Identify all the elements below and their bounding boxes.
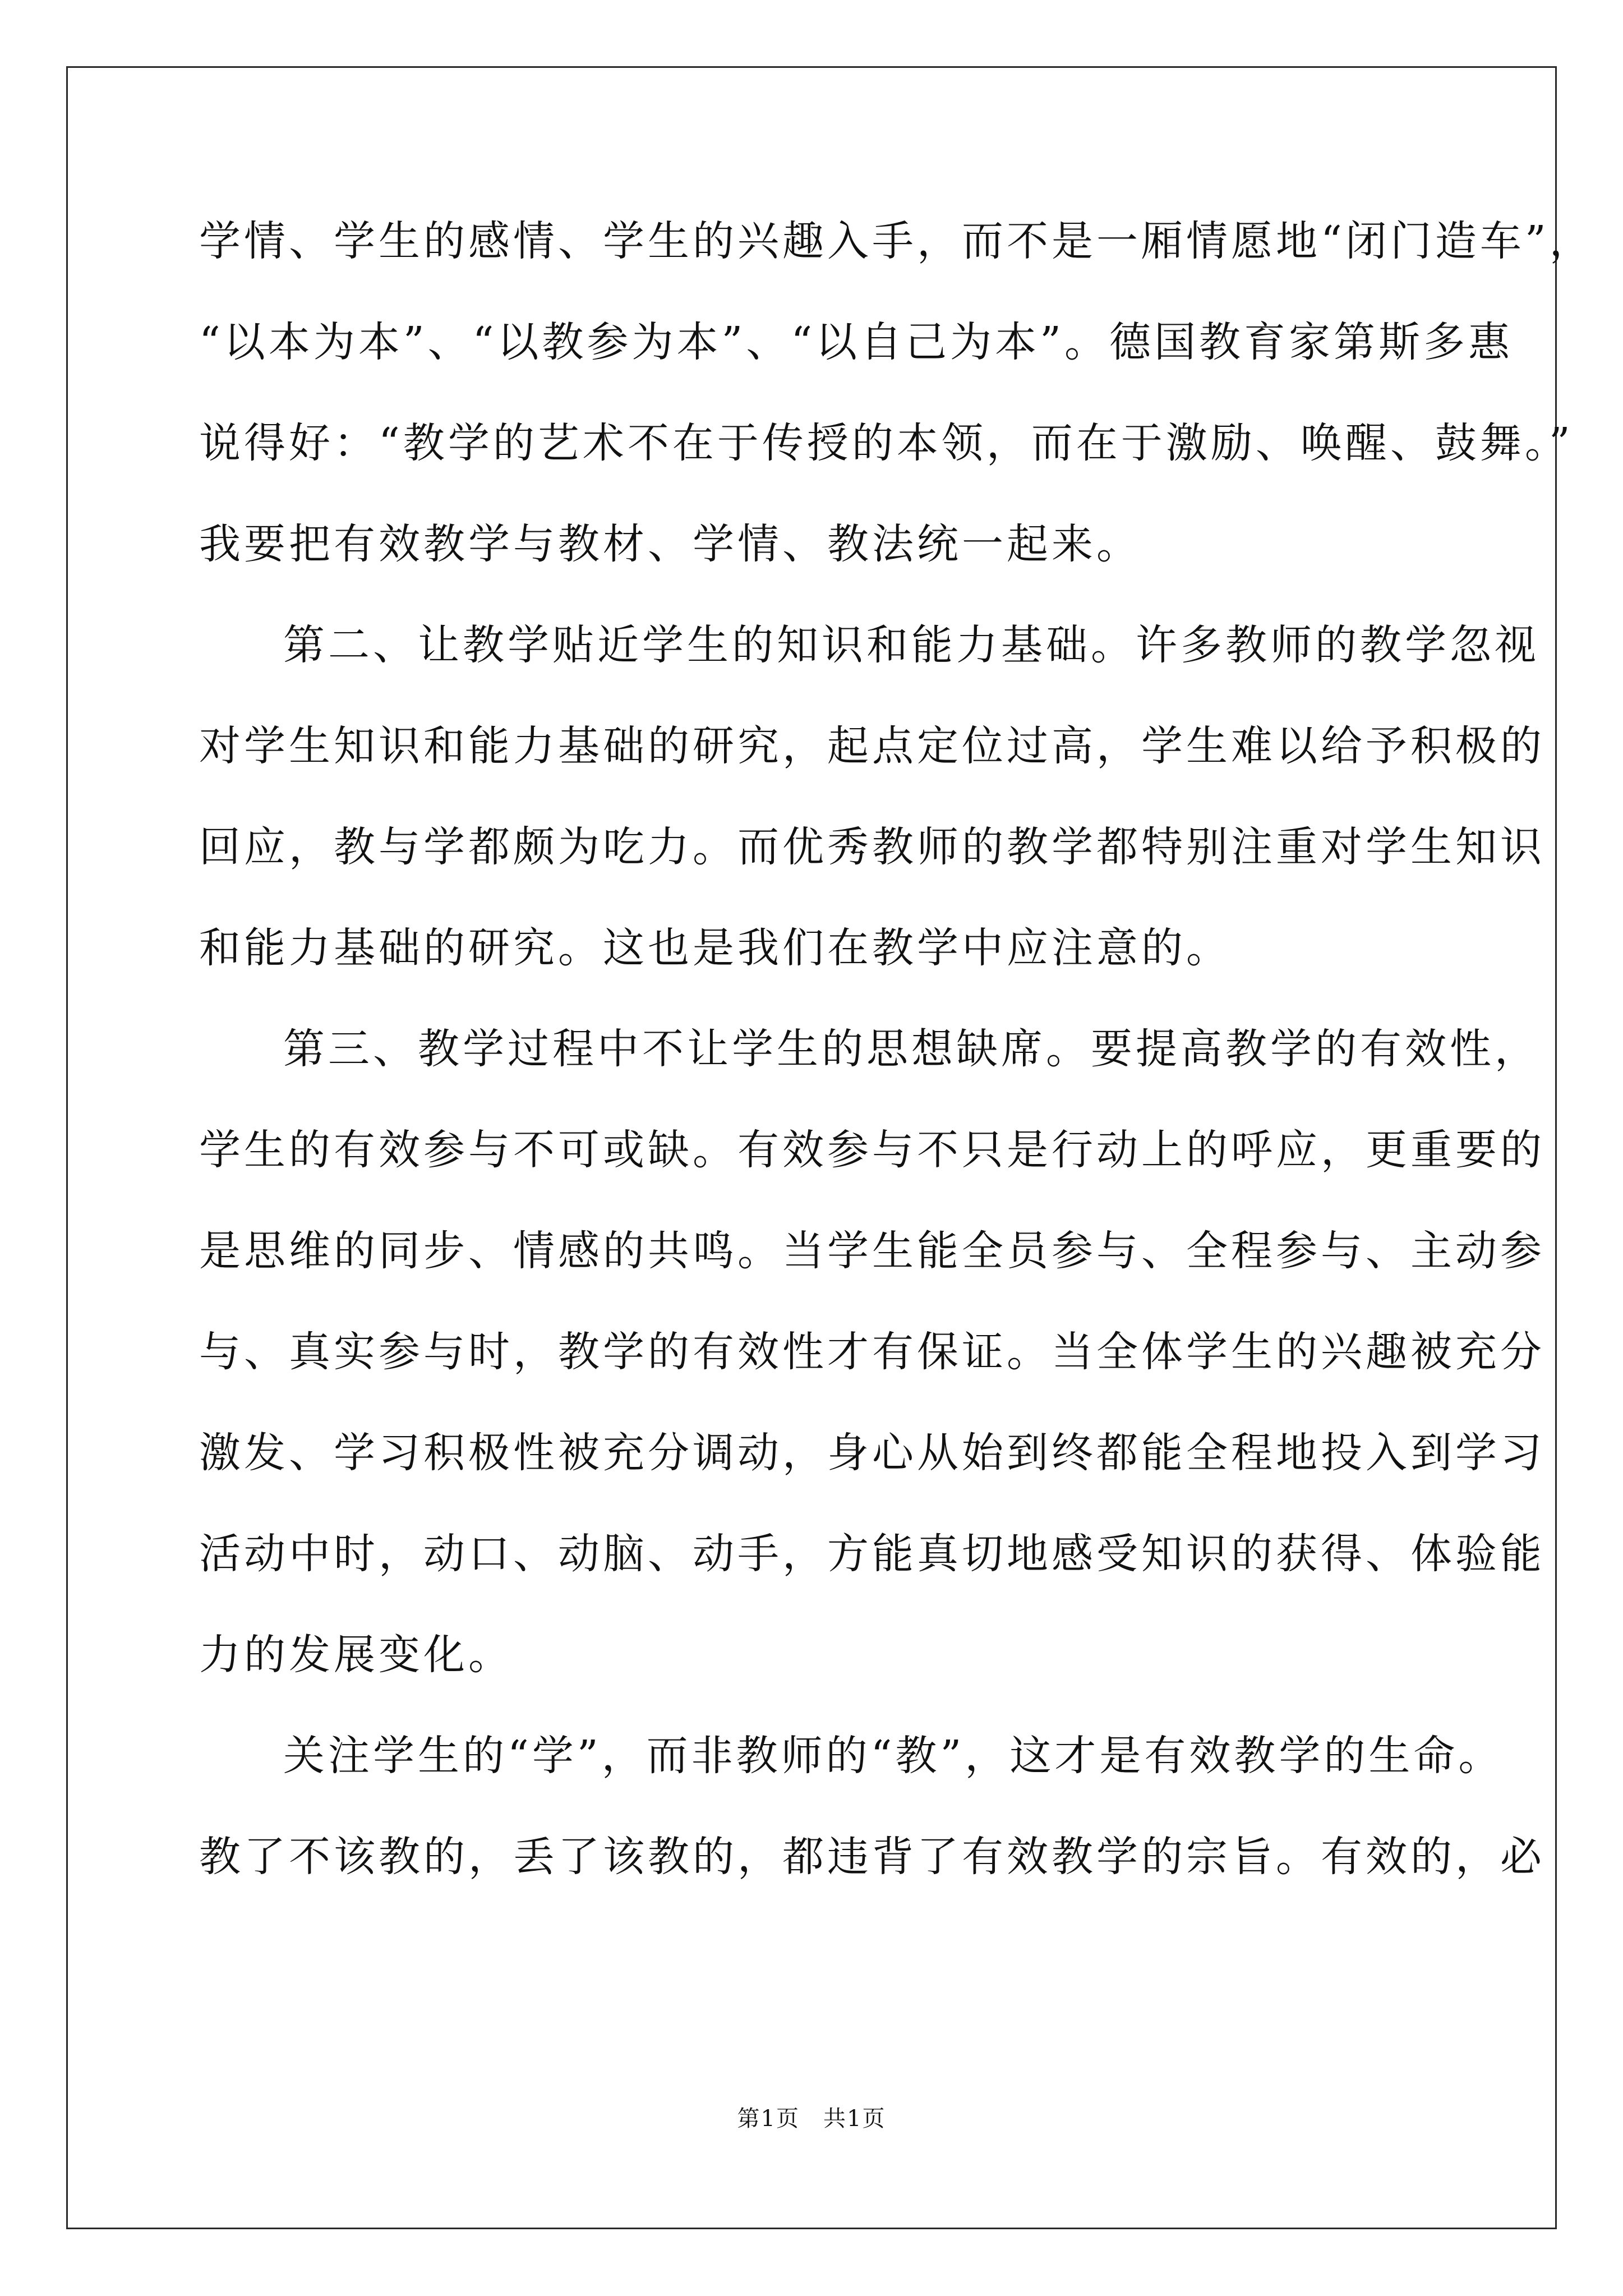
text-line: 与、真实参与时，教学的有效性才有保证。当全体学生的兴趣被充分	[199, 1328, 1545, 1376]
text-line: 激发、学习积极性被充分调动，身心从始到终都能全程地投入到学习	[199, 1429, 1545, 1477]
text-line: 学情、学生的感情、学生的兴趣入手，而不是一厢情愿地“闭门造车”，	[199, 217, 1594, 265]
text-line: 我要把有效教学与教材、学情、教法统一起来。	[199, 520, 1141, 568]
text-line: 教了不该教的，丢了该教的，都违背了有效教学的宗旨。有效的，必	[199, 1833, 1545, 1881]
text-line: 回应，教与学都颇为吃力。而优秀教师的教学都特别注重对学生知识	[199, 823, 1545, 871]
text-line: 和能力基础的研究。这也是我们在教学中应注意的。	[199, 924, 1231, 972]
document-body	[199, 191, 1594, 1907]
paragraph-start-line: 第二、让教学贴近学生的知识和能力基础。许多教师的教学忽视	[283, 621, 1539, 669]
text-line: 学生的有效参与不可或缺。有效参与不只是行动上的呼应，更重要的	[199, 1126, 1545, 1174]
text-line: 活动中时，动口、动脑、动手，方能真切地感受知识的获得、体验能	[199, 1530, 1545, 1578]
text-line: 力的发展变化。	[199, 1631, 513, 1679]
text-line: “以本为本”、“以教参为本”、“以自己为本”。德国教育家第斯多惠	[199, 318, 1513, 366]
text-line: 说得好：“教学的艺术不在于传授的本领，而在于激励、唤醒、鼓舞。”	[199, 419, 1574, 467]
page-number-footer: 第1页 共1页	[737, 2106, 886, 2132]
text-line: 对学生知识和能力基础的研究，起点定位过高，学生难以给予积极的	[199, 722, 1545, 770]
paragraph-start-line: 关注学生的“学”，而非教师的“教”，这才是有效教学的生命。	[283, 1732, 1504, 1780]
text-line: 是思维的同步、情感的共鸣。当学生能全员参与、全程参与、主动参	[199, 1227, 1545, 1275]
paragraph-start-line: 第三、教学过程中不让学生的思想缺席。要提高教学的有效性，	[283, 1025, 1539, 1073]
